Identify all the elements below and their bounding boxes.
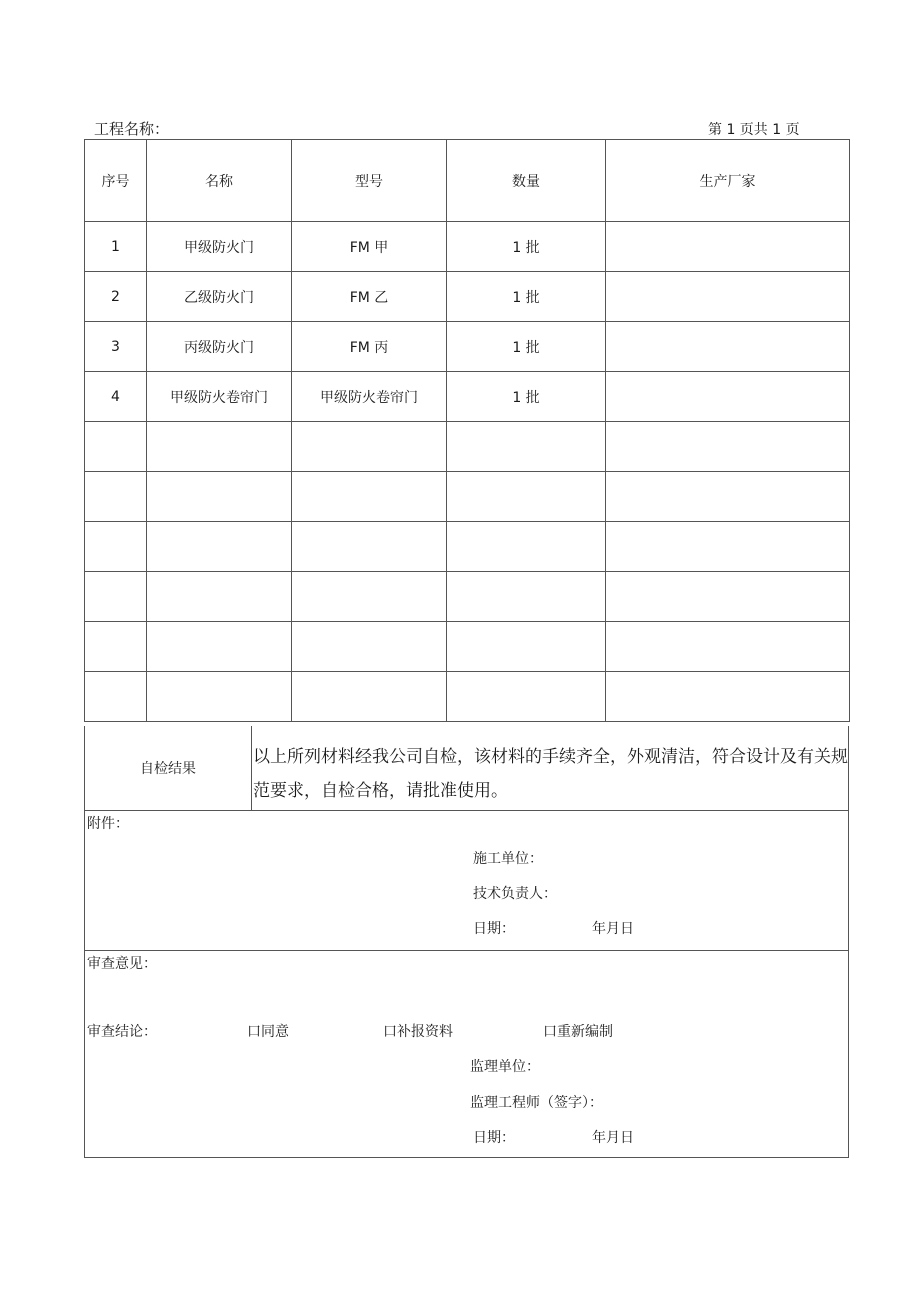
cell-name: 乙级防火门 — [147, 272, 292, 322]
cell-quantity: 1 批 — [447, 272, 606, 322]
cell-name — [147, 472, 292, 522]
cell-manufacturer — [606, 222, 850, 272]
table-row — [85, 372, 850, 422]
col-header-quantity: 数量 — [447, 140, 606, 222]
cell-manufacturer — [606, 422, 850, 472]
cell-index: 3 — [85, 322, 147, 372]
cell-quantity — [447, 622, 606, 672]
cell-quantity: 1 批 — [447, 222, 606, 272]
cell-manufacturer — [606, 622, 850, 672]
col-header-index: 序号 — [85, 140, 147, 222]
cell-index — [85, 522, 147, 572]
cell-index — [85, 422, 147, 472]
cell-index — [85, 572, 147, 622]
cell-index — [85, 622, 147, 672]
review-conclusion-label: 审查结论： — [87, 1024, 157, 1040]
review-section — [84, 951, 849, 1158]
table-row — [85, 222, 850, 272]
cell-manufacturer — [606, 272, 850, 322]
table-row — [85, 272, 850, 322]
cell-model — [292, 572, 447, 622]
cell-manufacturer — [606, 372, 850, 422]
cell-quantity: 1 批 — [447, 372, 606, 422]
cell-manufacturer — [606, 472, 850, 522]
attachment-label: 附件： — [87, 816, 129, 832]
cell-name — [147, 622, 292, 672]
review-date-label: 日期： — [473, 1130, 515, 1146]
table-row — [85, 422, 850, 472]
option-agree-checkbox[interactable]: 口同意 — [247, 1024, 289, 1040]
cell-name — [147, 572, 292, 622]
project-name-label: 工程名称： — [94, 120, 170, 138]
cell-quantity — [447, 522, 606, 572]
cell-manufacturer — [606, 322, 850, 372]
cell-manufacturer — [606, 672, 850, 722]
attachment-date-value: 年月日 — [592, 921, 634, 937]
page-info: 第 1 页共 1 页 — [708, 122, 800, 138]
attachment-date-label: 日期： — [473, 921, 515, 937]
cell-model: 甲级防火卷帘门 — [292, 372, 447, 422]
cell-model — [292, 472, 447, 522]
cell-model — [292, 422, 447, 472]
table-row — [85, 672, 850, 722]
self-check-text: 以上所列材料经我公司自检，该材料的手续齐全，外观清洁，符合设计及有关规范要求，自检合格，请批准使用。 — [253, 747, 848, 801]
option-supplement-checkbox[interactable]: 口补报资料 — [383, 1024, 453, 1040]
cell-name: 丙级防火门 — [147, 322, 292, 372]
cell-index: 1 — [85, 222, 147, 272]
cell-model: FM 丙 — [292, 322, 447, 372]
cell-quantity — [447, 422, 606, 472]
cell-index: 2 — [85, 272, 147, 322]
col-header-manufacturer: 生产厂家 — [606, 140, 850, 222]
cell-name — [147, 672, 292, 722]
cell-quantity — [447, 572, 606, 622]
table-header-row — [85, 140, 850, 222]
cell-name: 甲级防火门 — [147, 222, 292, 272]
col-header-model: 型号 — [292, 140, 447, 222]
self-check-section — [84, 726, 849, 811]
cell-index — [85, 472, 147, 522]
cell-name — [147, 522, 292, 572]
option-recompile-checkbox[interactable]: 口重新编制 — [543, 1024, 613, 1040]
cell-model — [292, 522, 447, 572]
cell-manufacturer — [606, 522, 850, 572]
supervising-engineer-label: 监理工程师（签字）： — [470, 1095, 603, 1111]
cell-name: 甲级防火卷帘门 — [147, 372, 292, 422]
cell-model — [292, 672, 447, 722]
self-check-label: 自检结果 — [85, 726, 252, 810]
construction-unit-label: 施工单位： — [473, 851, 543, 867]
col-header-name: 名称 — [147, 140, 292, 222]
materials-table — [84, 139, 850, 722]
cell-model: FM 甲 — [292, 222, 447, 272]
review-opinion-label: 审查意见： — [87, 956, 157, 972]
table-row — [85, 322, 850, 372]
supervision-unit-label: 监理单位： — [470, 1059, 540, 1075]
cell-model — [292, 622, 447, 672]
table-row — [85, 572, 850, 622]
table-row — [85, 622, 850, 672]
cell-quantity — [447, 472, 606, 522]
table-row — [85, 472, 850, 522]
cell-quantity: 1 批 — [447, 322, 606, 372]
cell-model: FM 乙 — [292, 272, 447, 322]
cell-index — [85, 672, 147, 722]
attachment-section — [84, 811, 849, 951]
cell-name — [147, 422, 292, 472]
tech-lead-label: 技术负责人： — [473, 886, 557, 902]
table-row — [85, 522, 850, 572]
cell-index: 4 — [85, 372, 147, 422]
cell-manufacturer — [606, 572, 850, 622]
cell-quantity — [447, 672, 606, 722]
review-date-value: 年月日 — [592, 1130, 634, 1146]
